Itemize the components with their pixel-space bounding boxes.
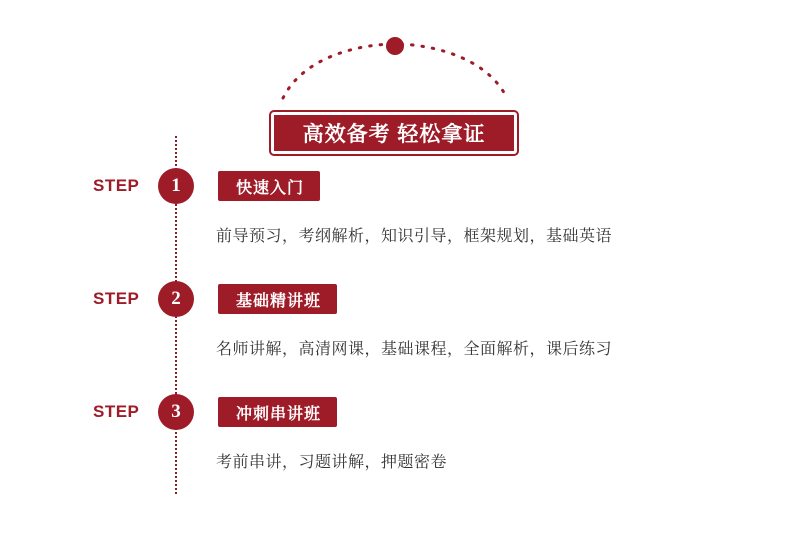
step-number-badge: 3 <box>158 394 194 430</box>
step-number-badge: 2 <box>158 281 194 317</box>
step-word-label: STEP <box>93 176 140 195</box>
step-word-label: STEP <box>93 402 140 421</box>
step-description: 名师讲解，高清网课，基础课程，全面解析，课后练习 <box>216 341 613 358</box>
step-title-tag: 冲刺串讲班 <box>218 397 337 427</box>
header-banner <box>0 36 790 146</box>
step-title-tag: 快速入门 <box>218 171 320 201</box>
banner-title: 高效备考 轻松拿证 <box>271 112 517 154</box>
step-description: 前导预习，考纲解析，知识引导，框架规划，基础英语 <box>216 228 613 245</box>
step-description: 考前串讲，习题讲解，押题密卷 <box>216 454 448 471</box>
step-word-label: STEP <box>93 289 140 308</box>
dotted-arc-icon <box>275 36 515 106</box>
step-title-tag: 基础精讲班 <box>218 284 337 314</box>
step-number-badge: 1 <box>158 168 194 204</box>
